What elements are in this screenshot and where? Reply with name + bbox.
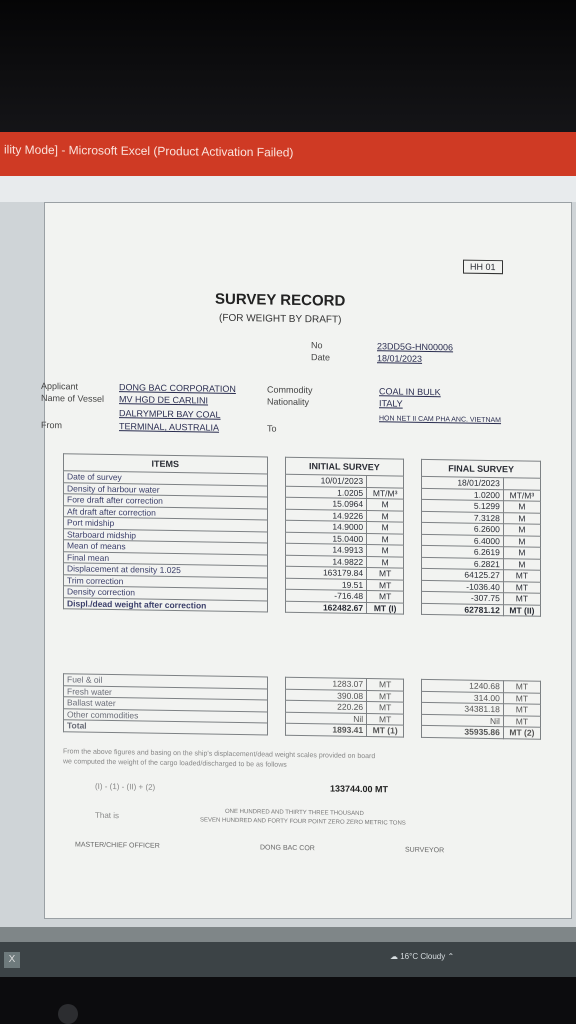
item-name-cell: Density of harbour water	[64, 482, 268, 497]
vessel-label: Name of Vessel	[41, 392, 105, 404]
item-name-cell: Ballast water	[64, 697, 268, 712]
screen	[0, 132, 576, 977]
item-name-cell: Density correction	[64, 586, 268, 601]
excel-taskbar-icon[interactable]: X	[4, 952, 20, 968]
date-value: 18/01/2023	[377, 353, 423, 364]
column-gap	[404, 714, 422, 726]
item-name-cell: Trim correction	[64, 574, 268, 589]
fuel-water-table	[63, 673, 541, 739]
column-gap	[404, 488, 422, 500]
item-name-cell: Mean of means	[64, 540, 268, 555]
column-gap	[404, 580, 422, 592]
final-value-cell: 18/01/2023	[422, 476, 504, 489]
item-name-cell: Fuel & oil	[64, 674, 268, 689]
column-gap	[404, 511, 422, 523]
from-value-1: DALRYMPLR BAY COAL	[119, 408, 221, 420]
initial-value-cell: 1.0205	[285, 486, 367, 499]
item-name-cell: Port midship	[64, 517, 268, 532]
from-value-2: TERMINAL, AUSTRALIA	[119, 421, 220, 433]
final-value-cell: 35935.86	[422, 725, 504, 738]
initial-unit-cell: MT (I)	[367, 602, 404, 614]
excel-titlebar[interactable]	[0, 132, 576, 176]
items-header: ITEMS	[64, 454, 268, 474]
final-value-cell: 64125.27	[422, 568, 504, 581]
item-name-cell: Final mean	[64, 551, 268, 566]
column-gap	[404, 459, 422, 476]
date-label: Date	[311, 352, 331, 363]
column-gap	[267, 543, 285, 555]
that-is-label: That is	[95, 810, 120, 821]
initial-unit-cell: M	[367, 533, 404, 545]
final-value-cell: 6.2619	[422, 545, 504, 558]
survey-record-document	[41, 203, 571, 926]
column-gap	[267, 531, 285, 543]
final-unit-cell: M	[503, 524, 540, 536]
initial-value-cell: 390.08	[285, 689, 367, 702]
final-value-cell: 5.1299	[422, 499, 504, 512]
taskbar	[0, 942, 576, 977]
initial-unit-cell: MT (1)	[367, 725, 404, 737]
nationality-label: Nationality	[267, 396, 310, 408]
monitor-bezel-bottom	[0, 977, 576, 1024]
column-gap	[267, 497, 285, 509]
final-unit-cell: MT	[503, 704, 540, 716]
initial-unit-cell: M	[367, 556, 404, 568]
signature-company: DONG BAC COR	[260, 844, 315, 853]
hp-logo	[58, 1004, 78, 1024]
column-gap	[404, 603, 422, 615]
column-gap	[404, 476, 422, 488]
column-gap	[267, 688, 285, 700]
initial-value-cell: 10/01/2023	[285, 474, 367, 487]
column-gap	[267, 485, 285, 497]
column-gap	[267, 508, 285, 520]
final-unit-cell: MT	[503, 681, 540, 693]
item-name-cell: Starboard midship	[64, 528, 268, 543]
initial-unit-cell: M	[367, 499, 404, 511]
final-unit-cell: MT (II)	[503, 604, 540, 616]
initial-unit-cell: MT/M³	[367, 487, 404, 499]
formula-ribbon	[0, 176, 576, 203]
amount-words-1: ONE HUNDRED AND THIRTY THREE THOUSAND	[225, 808, 364, 818]
final-value-cell: 34381.18	[422, 702, 504, 715]
initial-survey-header: INITIAL SURVEY	[285, 457, 404, 476]
commodity-value: COAL IN BULK	[379, 386, 441, 398]
vessel-value: MV HGD DE CARLINI	[119, 394, 209, 406]
window-title: ility Mode] - Microsoft Excel (Product Activation Failed)	[4, 142, 294, 160]
initial-unit-cell: MT	[367, 579, 404, 591]
final-value-cell: 6.2600	[422, 522, 504, 535]
initial-unit-cell: MT	[367, 679, 404, 691]
initial-value-cell: Nil	[285, 712, 367, 725]
initial-unit-cell: MT	[367, 702, 404, 714]
weather-icon: ☁	[390, 952, 398, 961]
initial-unit-cell: M	[367, 545, 404, 557]
from-label: From	[41, 419, 62, 431]
document-page	[41, 202, 572, 919]
final-value-cell: -307.75	[422, 591, 504, 604]
initial-value-cell: -716.48	[285, 589, 367, 602]
final-unit-cell: MT	[503, 570, 540, 582]
item-name-cell: Displ./dead weight after correction	[64, 597, 268, 612]
initial-value-cell: 15.0400	[285, 532, 367, 545]
column-gap	[267, 577, 285, 589]
item-name-cell: Fresh water	[64, 685, 268, 700]
final-unit-cell: MT	[503, 581, 540, 593]
column-gap	[267, 589, 285, 601]
print-preview-area	[0, 202, 576, 942]
item-name-cell: Fore draft after correction	[64, 494, 268, 509]
final-value-cell: 7.3128	[422, 511, 504, 524]
initial-unit-cell: M	[367, 522, 404, 534]
initial-unit-cell	[367, 476, 404, 488]
column-gap	[267, 474, 285, 486]
column-gap	[267, 700, 285, 712]
initial-unit-cell: MT	[367, 690, 404, 702]
document-subtitle: (FOR WEIGHT BY DRAFT)	[219, 312, 342, 326]
nationality-value: ITALY	[379, 398, 403, 409]
item-name-cell: Total	[64, 720, 268, 735]
cargo-total: 133744.00 MT	[330, 783, 389, 795]
signature-master: MASTER/CHIEF OFFICER	[75, 841, 160, 850]
weather-text: 16°C Cloudy	[400, 952, 446, 961]
monitor-bezel-top	[0, 0, 576, 135]
signature-surveyor: SURVEYOR	[405, 846, 445, 855]
system-tray[interactable]	[390, 952, 454, 961]
item-name-cell: Other commodities	[64, 708, 268, 723]
column-gap	[404, 725, 422, 737]
item-name-cell: Aft draft after correction	[64, 505, 268, 520]
ref-box: HH 01	[463, 260, 503, 275]
final-survey-header: FINAL SURVEY	[422, 459, 541, 478]
to-label: To	[267, 423, 277, 434]
column-gap	[404, 522, 422, 534]
initial-value-cell: 162482.67	[285, 601, 367, 614]
initial-value-cell: 163179.84	[285, 566, 367, 579]
final-unit-cell: MT	[503, 715, 540, 727]
column-gap	[404, 568, 422, 580]
final-value-cell: 1240.68	[422, 679, 504, 692]
final-unit-cell: MT/M³	[503, 489, 540, 501]
column-gap	[404, 499, 422, 511]
formula: (I) - (1) - (II) + (2)	[95, 781, 156, 792]
amount-words-2: SEVEN HUNDRED AND FORTY FOUR POINT ZERO ZERO METRIC TONS	[200, 817, 406, 827]
applicant-value: DONG BAC CORPORATION	[119, 382, 236, 394]
column-gap	[404, 557, 422, 569]
final-value-cell: 6.2821	[422, 557, 504, 570]
computation-note-1: From the above figures and basing on the ship's displacement/dead weight scales provided on board	[63, 748, 376, 761]
final-value-cell: 314.00	[422, 691, 504, 704]
survey-items-table	[63, 453, 541, 617]
initial-value-cell: 1893.41	[285, 723, 367, 736]
final-unit-cell: MT	[503, 593, 540, 605]
initial-value-cell: 220.26	[285, 700, 367, 713]
column-gap	[404, 591, 422, 603]
final-value-cell: Nil	[422, 714, 504, 727]
final-unit-cell: MT (2)	[503, 727, 540, 739]
final-value-cell: -1036.40	[422, 580, 504, 593]
column-gap	[404, 691, 422, 703]
final-unit-cell: M	[503, 501, 540, 513]
final-unit-cell	[503, 478, 540, 490]
initial-value-cell: 14.9822	[285, 555, 367, 568]
final-unit-cell: M	[503, 512, 540, 524]
initial-value-cell: 14.9226	[285, 509, 367, 522]
column-gap	[267, 677, 285, 689]
final-unit-cell: M	[503, 535, 540, 547]
initial-unit-cell: MT	[367, 713, 404, 725]
final-value-cell: 6.4000	[422, 534, 504, 547]
initial-value-cell: 1283.07	[285, 677, 367, 690]
initial-unit-cell: M	[367, 510, 404, 522]
initial-unit-cell: MT	[367, 591, 404, 603]
applicant-label: Applicant	[41, 380, 79, 392]
final-unit-cell: MT	[503, 692, 540, 704]
document-title: SURVEY RECORD	[215, 290, 346, 310]
column-gap	[404, 545, 422, 557]
initial-value-cell: 14.9913	[285, 543, 367, 556]
column-gap	[267, 520, 285, 532]
commodity-label: Commodity	[267, 384, 313, 396]
initial-value-cell: 15.0964	[285, 497, 367, 510]
column-gap	[267, 711, 285, 723]
item-name-cell: Displacement at density 1.025	[64, 563, 268, 578]
initial-value-cell: 19.51	[285, 578, 367, 591]
no-value: 23DD5G-HN00006	[377, 341, 454, 353]
column-gap	[404, 679, 422, 691]
initial-value-cell: 14.9000	[285, 520, 367, 533]
no-label: No	[311, 340, 323, 351]
column-gap	[404, 534, 422, 546]
initial-unit-cell: MT	[367, 568, 404, 580]
tray-chevron-icon[interactable]: ⌃	[447, 952, 455, 961]
item-name-cell: Date of survey	[64, 471, 268, 486]
column-gap	[267, 554, 285, 566]
final-unit-cell: M	[503, 558, 540, 570]
column-gap	[267, 457, 285, 474]
column-gap	[404, 702, 422, 714]
column-gap	[267, 723, 285, 735]
computation-note-2: we computed the weight of the cargo loaded/discharged to be as follows	[63, 758, 287, 769]
column-gap	[267, 566, 285, 578]
final-value-cell: 62781.12	[422, 603, 504, 616]
final-unit-cell: M	[503, 547, 540, 559]
to-value: HON NET II CAM PHA ANC. VIETNAM	[379, 415, 502, 425]
final-value-cell: 1.0200	[422, 488, 504, 501]
column-gap	[267, 600, 285, 612]
